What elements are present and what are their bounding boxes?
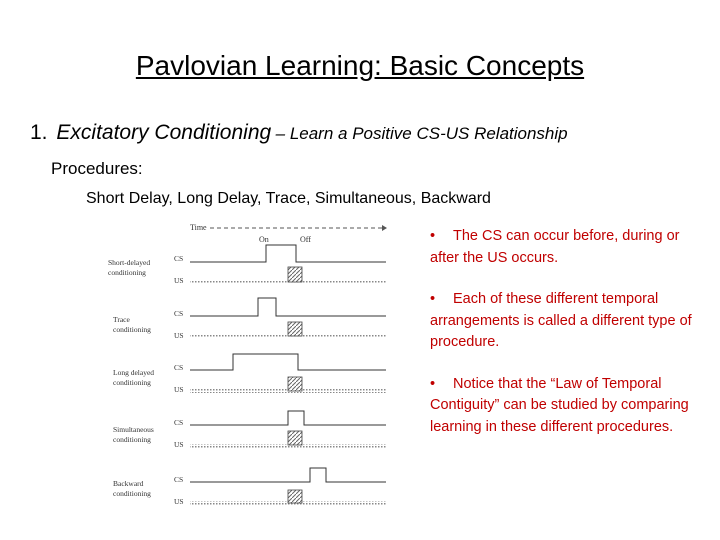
- us-pulse: [288, 377, 302, 391]
- us-pulse: [288, 431, 302, 445]
- us-label: US: [174, 440, 184, 449]
- cs-label: CS: [174, 475, 184, 484]
- note-text: Each of these different temporal arrangements is called a different type of procedure.: [430, 291, 692, 350]
- row-name-line2: conditioning: [108, 268, 146, 277]
- time-arrow-head: [382, 225, 387, 231]
- cs-label: CS: [174, 309, 184, 318]
- slide-title: Pavlovian Learning: Basic Concepts: [135, 50, 585, 81]
- notes-panel: [430, 226, 710, 458]
- row-trace: [113, 298, 386, 340]
- bullet-icon: •: [430, 228, 436, 244]
- on-label: On: [259, 235, 269, 244]
- note-item: [430, 226, 710, 269]
- row-name-line1: Backward: [113, 479, 144, 488]
- cs-label: CS: [174, 418, 184, 427]
- section-heading: [30, 121, 568, 145]
- cs-trace: [190, 245, 386, 262]
- heading-main: Excitatory Conditioning: [56, 121, 272, 144]
- row-name-line1: Simultaneous: [113, 425, 154, 434]
- note-item: [430, 289, 710, 354]
- row-name-line1: Long delayed: [113, 368, 155, 377]
- procedure-types: Short Delay, Long Delay, Trace, Simultaneous, Backward: [86, 190, 491, 207]
- row-long-delayed: [113, 354, 386, 394]
- row-simultaneous: [113, 411, 386, 449]
- us-label: US: [174, 331, 184, 340]
- cs-label: CS: [174, 254, 184, 263]
- procedures-label: Procedures:: [51, 159, 143, 178]
- us-label: US: [174, 497, 184, 506]
- us-label: US: [174, 276, 184, 285]
- conditioning-timing-diagram: [108, 218, 398, 513]
- row-name-line2: conditioning: [113, 489, 151, 498]
- row-name-line1: Short-delayed: [108, 258, 151, 267]
- bullet-icon: •: [430, 375, 436, 392]
- us-pulse: [288, 322, 302, 336]
- note-text: Notice that the “Law of Temporal Contiguity” can be studied by comparing learning in these different procedures.: [430, 375, 689, 435]
- row-name-line1: Trace: [113, 315, 130, 324]
- note-item: [430, 374, 710, 439]
- cs-trace: [190, 298, 386, 316]
- row-short-delayed: [108, 245, 386, 285]
- row-name-line2: conditioning: [113, 378, 151, 387]
- row-name-line2: conditioning: [113, 435, 151, 444]
- note-text: The CS can occur before, during or after the US occurs.: [430, 228, 680, 266]
- bullet-icon: •: [430, 291, 436, 307]
- cs-trace: [190, 411, 386, 425]
- row-backward: [113, 468, 386, 506]
- us-pulse: [288, 267, 302, 282]
- cs-label: CS: [174, 363, 184, 372]
- cs-trace: [190, 468, 386, 482]
- heading-sub: – Learn a Positive CS-US Relationship: [275, 124, 568, 143]
- heading-number: 1.: [30, 121, 48, 144]
- us-label: US: [174, 385, 184, 394]
- time-label: Time: [190, 223, 207, 232]
- off-label: Off: [300, 235, 311, 244]
- us-pulse: [288, 490, 302, 503]
- row-name-line2: conditioning: [113, 325, 151, 334]
- cs-trace: [190, 354, 386, 370]
